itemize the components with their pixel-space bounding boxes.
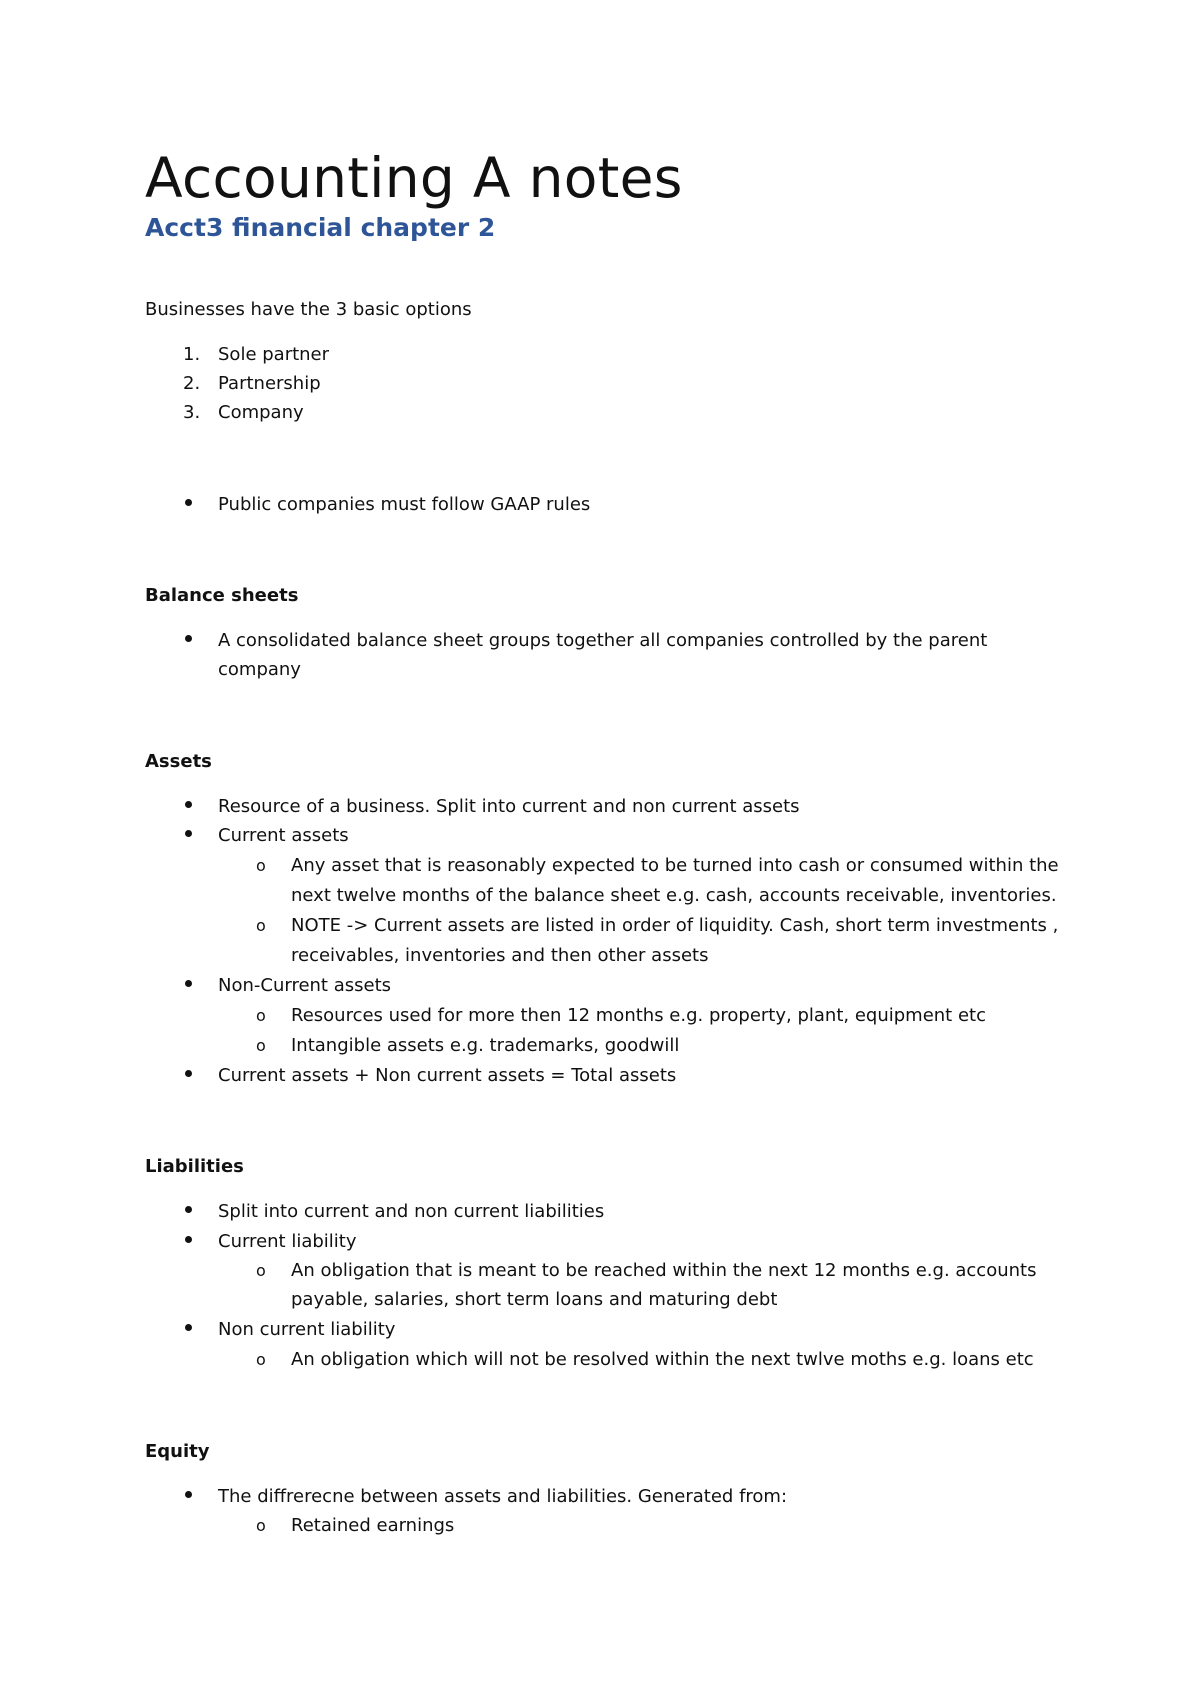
section-heading-equity: Equity <box>145 1441 210 1462</box>
list-item: The diffrerecne between assets and liabilities. Generated from: <box>218 1486 788 1507</box>
list-item: Split into current and non current liabilities <box>218 1201 605 1222</box>
list-item: Resource of a business. Split into current and non current assets <box>218 796 800 817</box>
list-item: Current assets <box>218 825 349 846</box>
sub-bullet-icon: o <box>256 1516 266 1535</box>
bullet-icon <box>185 1491 192 1498</box>
sub-list-item: An obligation which will not be resolved within the next twlve moths e.g. loans etc <box>291 1349 1034 1370</box>
bullet-icon <box>185 1236 192 1243</box>
page-subtitle: Acct3 financial chapter 2 <box>145 213 496 242</box>
list-item: Current liability <box>218 1231 357 1252</box>
sub-bullet-icon: o <box>256 1350 266 1369</box>
sub-list-item: An obligation that is meant to be reached within the next 12 months e.g. accounts <box>291 1260 1037 1281</box>
intro-text: Businesses have the 3 basic options <box>145 299 472 320</box>
bullet-icon <box>185 1070 192 1077</box>
list-number: 1. <box>183 344 201 365</box>
sub-bullet-icon: o <box>256 916 266 935</box>
bullet-icon <box>185 830 192 837</box>
sub-bullet-icon: o <box>256 1036 266 1055</box>
list-item: Partnership <box>218 373 321 394</box>
bullet-icon <box>185 801 192 808</box>
list-item: Public companies must follow GAAP rules <box>218 494 591 515</box>
list-number: 2. <box>183 373 201 394</box>
sub-list-item-continuation: receivables, inventories and then other assets <box>291 945 709 966</box>
sub-bullet-icon: o <box>256 856 266 875</box>
sub-list-item: Intangible assets e.g. trademarks, goodwill <box>291 1035 680 1056</box>
sub-list-item: Any asset that is reasonably expected to be turned into cash or consumed within the <box>291 855 1059 876</box>
section-heading-liabilities: Liabilities <box>145 1156 244 1177</box>
sub-list-item-continuation: next twelve months of the balance sheet e.g. cash, accounts receivable, inventories. <box>291 885 1057 906</box>
sub-list-item: NOTE -> Current assets are listed in order of liquidity. Cash, short term investments , <box>291 915 1059 936</box>
section-heading-balance-sheets: Balance sheets <box>145 585 299 606</box>
list-item: Non-Current assets <box>218 975 392 996</box>
sub-bullet-icon: o <box>256 1006 266 1025</box>
bullet-icon <box>185 1206 192 1213</box>
page-title: Accounting A notes <box>145 146 683 210</box>
bullet-icon <box>185 635 192 642</box>
list-number: 3. <box>183 402 201 423</box>
bullet-icon <box>185 499 192 506</box>
list-item: Current assets + Non current assets = Total assets <box>218 1065 677 1086</box>
list-item: Non current liability <box>218 1319 396 1340</box>
sub-list-item: Retained earnings <box>291 1515 455 1536</box>
sub-bullet-icon: o <box>256 1261 266 1280</box>
list-item: Sole partner <box>218 344 330 365</box>
sub-list-item-continuation: payable, salaries, short term loans and maturing debt <box>291 1289 778 1310</box>
list-item: Company <box>218 402 304 423</box>
list-item-continuation: company <box>218 659 301 680</box>
bullet-icon <box>185 980 192 987</box>
bullet-icon <box>185 1324 192 1331</box>
sub-list-item: Resources used for more then 12 months e.g. property, plant, equipment etc <box>291 1005 986 1026</box>
list-item: A consolidated balance sheet groups together all companies controlled by the parent <box>218 630 988 651</box>
section-heading-assets: Assets <box>145 751 212 772</box>
